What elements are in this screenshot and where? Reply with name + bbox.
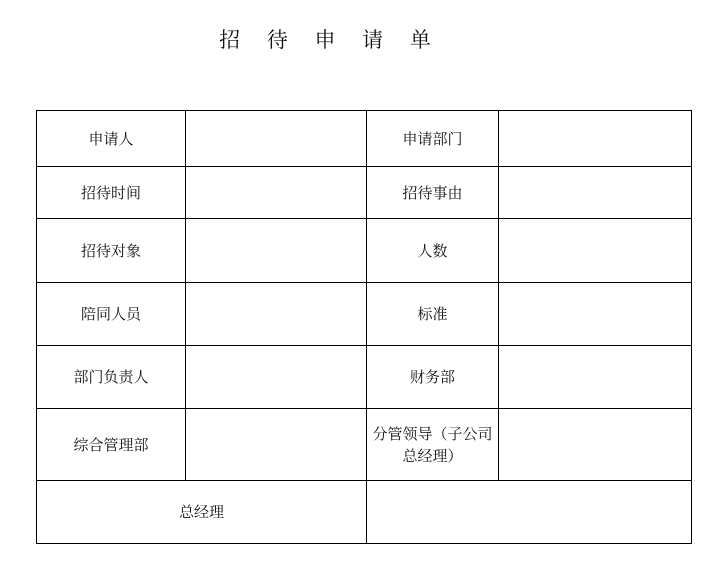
department-head-label: 部门负责人 xyxy=(37,346,186,409)
reception-reason-label: 招待事由 xyxy=(367,167,499,219)
general-management-dept-label: 综合管理部 xyxy=(37,409,186,481)
supervising-leader-label-line2: 总经理） xyxy=(402,446,463,465)
headcount-value-cell[interactable] xyxy=(499,219,692,283)
reception-time-value-cell[interactable] xyxy=(186,167,367,219)
reception-target-value-cell[interactable] xyxy=(186,219,367,283)
form-title: 招 待 申 请 单 xyxy=(219,28,441,52)
supervising-leader-label-line1: 分管领导（子公司 xyxy=(372,424,493,443)
general-management-dept-signature-cell[interactable] xyxy=(186,409,367,481)
table-row xyxy=(37,167,692,219)
standard-label: 标准 xyxy=(367,283,499,346)
accompanying-staff-value-cell[interactable] xyxy=(186,283,367,346)
headcount-label: 人数 xyxy=(367,219,499,283)
table-row xyxy=(37,481,692,544)
applicant-department-label: 申请部门 xyxy=(367,111,499,167)
general-manager-label: 总经理 xyxy=(37,481,367,544)
table-row xyxy=(37,111,692,167)
finance-department-signature-cell[interactable] xyxy=(499,346,692,409)
table-row xyxy=(37,409,692,481)
general-manager-signature-cell[interactable] xyxy=(367,481,692,544)
reception-target-label: 招待对象 xyxy=(37,219,186,283)
accompanying-staff-label: 陪同人员 xyxy=(37,283,186,346)
finance-department-label: 财务部 xyxy=(367,346,499,409)
applicant-label: 申请人 xyxy=(37,111,186,167)
standard-value-cell[interactable] xyxy=(499,283,692,346)
applicant-value-cell[interactable] xyxy=(186,111,367,167)
table-row xyxy=(37,219,692,283)
table-row xyxy=(37,283,692,346)
supervising-leader-label xyxy=(367,409,499,481)
table-row xyxy=(37,346,692,409)
applicant-department-value-cell[interactable] xyxy=(499,111,692,167)
reception-reason-value-cell[interactable] xyxy=(499,167,692,219)
reception-application-form xyxy=(36,110,692,544)
supervising-leader-signature-cell[interactable] xyxy=(499,409,692,481)
department-head-signature-cell[interactable] xyxy=(186,346,367,409)
reception-time-label: 招待时间 xyxy=(37,167,186,219)
